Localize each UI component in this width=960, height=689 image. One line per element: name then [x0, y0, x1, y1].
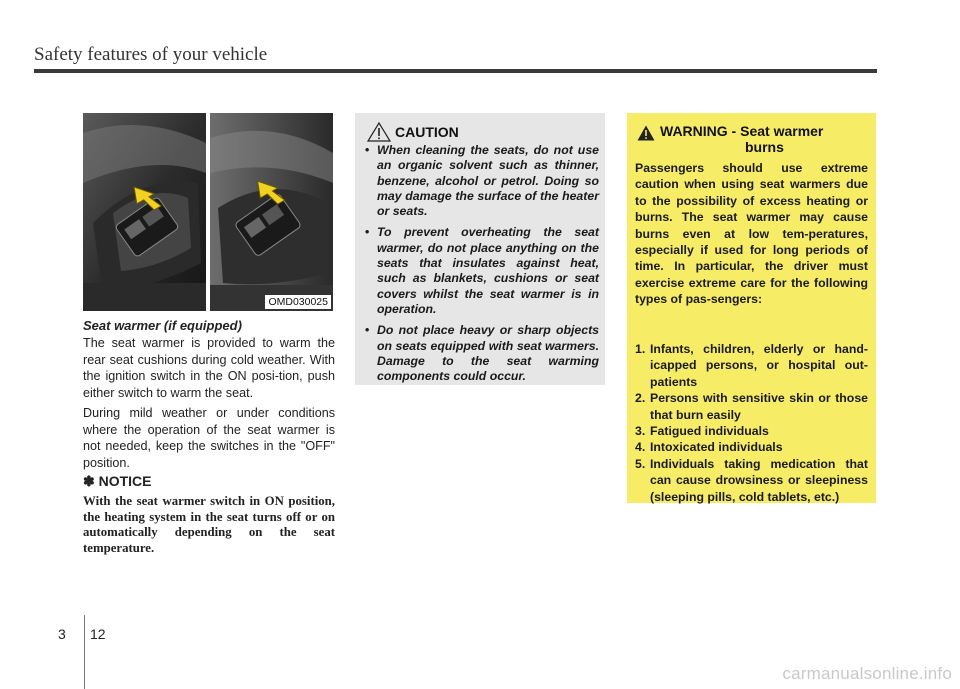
footer-divider [84, 615, 85, 689]
warning-item-number: 2. [635, 391, 646, 406]
caution-bullet: • [365, 225, 370, 240]
paragraph-1: The seat warmer is provided to warm the rear seat cushions during cold weather. With the ignition switch in the ON posi-tion, push either switch to warm the seat. [83, 336, 335, 400]
warning-item-number: 4. [635, 440, 646, 455]
page-header-title: Safety features of your vehicle [34, 44, 268, 65]
warning-triangle-icon [637, 125, 655, 141]
caution-bullet: • [365, 323, 370, 338]
caution-box [355, 113, 605, 385]
warning-item-text: Infants, children, elderly or hand-icapped persons, or hospital out-patients [650, 342, 868, 389]
warning-item-text: Fatigued individuals [650, 424, 769, 439]
section-caption: Seat warmer (if equipped) [83, 318, 242, 333]
warning-subtitle: burns [745, 139, 784, 155]
warning-item-number: 1. [635, 342, 646, 356]
notice-title: ✽ NOTICE [83, 473, 152, 489]
warning-item [635, 439, 868, 455]
seat-warmer-photo-illustration [83, 113, 333, 311]
warning-item-text: Individuals taking medication that can cause drowsiness or sleepiness (sleeping pills, cold tablets, etc.) [650, 456, 868, 504]
photo-code-label: OMD030025 [265, 295, 331, 309]
warning-item-number: 3. [635, 424, 646, 439]
caution-item [365, 143, 599, 219]
caution-header [367, 122, 459, 142]
caution-item [365, 323, 599, 384]
warning-box [627, 113, 876, 503]
paragraph-2: During mild weather or under conditions where the operation of the seat warmer is not needed, keep the switches in the "OFF" position. [83, 406, 335, 470]
caution-item [365, 225, 599, 317]
page-number: 12 [90, 626, 106, 642]
caution-item-text: Do not place heavy or sharp objects on seats equipped with seat warmers. Damage to the seat warming components could occur. [377, 323, 599, 384]
seat-warmer-photo [83, 113, 333, 311]
caution-bullet: • [365, 143, 370, 157]
caution-list [365, 143, 599, 390]
watermark-text: carmanualsonline.info [782, 664, 952, 683]
warning-item-number: 5. [635, 456, 646, 471]
caution-item-text: To prevent overheating the seat warmer, do not place anything on the seats that insulates against heat, such as blankets, cushions or seat covers whilst the seat warmer is in operation. [377, 225, 599, 316]
warning-item [635, 456, 868, 505]
warning-list [635, 341, 868, 505]
caution-title: CAUTION [395, 124, 459, 140]
warning-item [635, 341, 868, 390]
caution-item-text: When cleaning the seats, do not use an organic solvent such as thinner, benzene, alcohol or petrol. Doing so may damage the surface of the heater or seats. [377, 143, 599, 219]
chapter-number: 3 [58, 626, 66, 642]
warning-item-text: Persons with sensitive skin or those that burn easily [650, 391, 868, 422]
warning-item [635, 390, 868, 423]
warning-item-text: Intoxicated individuals [650, 440, 783, 455]
warning-body: Passengers should use extreme caution when using seat warmers due to the possibility of excess heating or burns. The seat warmer may cause burns even at low tem-peratures, especially if used for long periods of time. In particular, the driver must exercise extreme care for the following types of pas-sengers: [635, 161, 868, 307]
warning-title: WARNING - Seat warmer [660, 123, 824, 139]
notice-body: With the seat warmer switch in ON position, the heating system in the seat turns off or on automatically depending on the seat temperature. [83, 494, 335, 555]
caution-triangle-icon [367, 122, 391, 142]
warning-item [635, 423, 868, 439]
header-rule [34, 69, 877, 73]
